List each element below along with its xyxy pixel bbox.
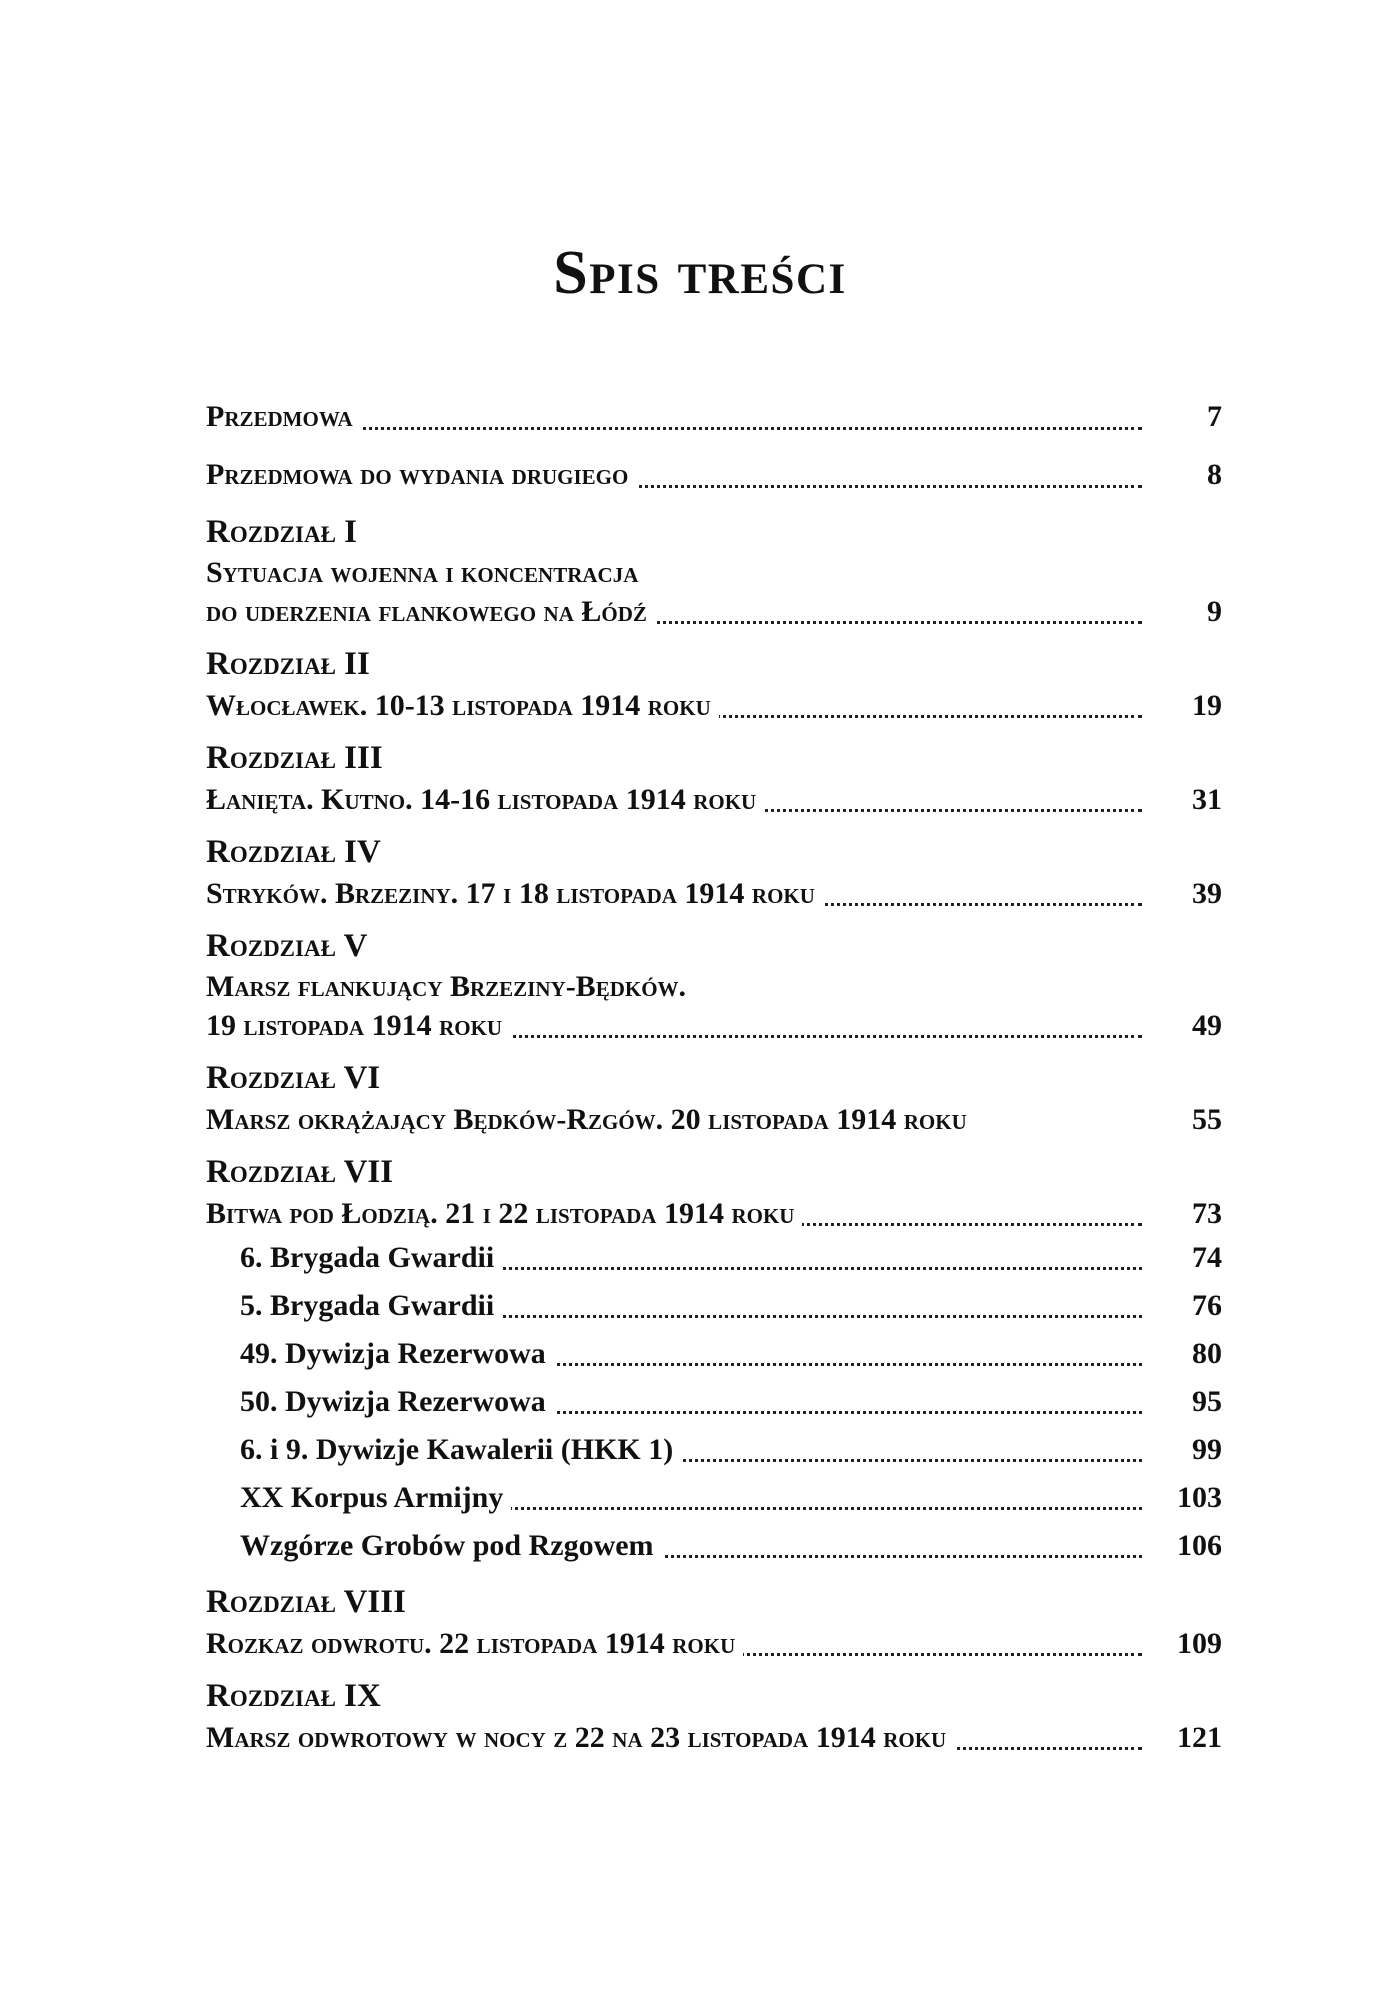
toc-entry-chapter-2[interactable] — [206, 686, 1222, 726]
toc-entry-chapter-9[interactable] — [206, 1718, 1222, 1758]
chapter-heading: Rozdział VIII — [206, 1584, 406, 1620]
chapter-heading: Rozdział V — [206, 928, 368, 964]
toc-entry-chapter-5[interactable] — [206, 1006, 1222, 1046]
entry-label: 50. Dywizja Rezerwowa — [240, 1385, 554, 1418]
chapter-heading: Rozdział VI — [206, 1060, 381, 1096]
entry-label: Marsz okrążający Będków-Rzgów. 20 listopada 1914 roku — [206, 1103, 975, 1136]
toc-entry-chapter-1[interactable] — [206, 592, 1222, 632]
page-number: 109 — [1152, 1624, 1222, 1664]
chapter-title-line: Marsz flankujący Brzeziny-Będków. — [206, 970, 687, 1003]
entry-label: Marsz odwrotowy w nocy z 22 na 23 listopada 1914 roku — [206, 1721, 954, 1754]
chapter-heading: Rozdział IX — [206, 1678, 381, 1714]
page-number: 74 — [1152, 1234, 1222, 1282]
toc-entry-chapter-3[interactable] — [206, 780, 1222, 820]
page-number: 76 — [1152, 1282, 1222, 1330]
toc-entry-chapter-4[interactable] — [206, 874, 1222, 914]
page-number: 8 — [1152, 450, 1222, 500]
page-number: 106 — [1152, 1522, 1222, 1570]
page-number: 9 — [1152, 592, 1222, 632]
toc-subentry[interactable] — [206, 1426, 1222, 1474]
entry-label: Stryków. Brzeziny. 17 i 18 listopada 1914 roku — [206, 877, 823, 910]
page-number: 7 — [1152, 392, 1222, 442]
chapter-heading: Rozdział I — [206, 514, 358, 550]
toc-subentry[interactable] — [206, 1282, 1222, 1330]
entry-label: Przedmowa do wydania drugiego — [206, 458, 636, 491]
toc-subentry[interactable] — [206, 1330, 1222, 1378]
toc-subentry[interactable] — [206, 1378, 1222, 1426]
page-number: 55 — [1152, 1100, 1222, 1140]
page-number: 39 — [1152, 874, 1222, 914]
table-of-contents — [206, 392, 1222, 1758]
entry-label: Wzgórze Grobów pod Rzgowem — [240, 1529, 662, 1562]
page-number: 49 — [1152, 1006, 1222, 1046]
toc-subentry[interactable] — [206, 1522, 1222, 1570]
chapter-heading: Rozdział II — [206, 646, 370, 682]
page-number: 95 — [1152, 1378, 1222, 1426]
entry-label: Bitwa pod Łodzią. 21 i 22 listopada 1914 roku — [206, 1197, 802, 1230]
page-number: 73 — [1152, 1194, 1222, 1234]
chapter-title-line: Sytuacja wojenna i koncentracja — [206, 556, 639, 589]
entry-label: 5. Brygada Gwardii — [240, 1289, 502, 1322]
page-number: 80 — [1152, 1330, 1222, 1378]
toc-entry-chapter-6[interactable] — [206, 1100, 1222, 1140]
entry-label: Włocławek. 10-13 listopada 1914 roku — [206, 689, 719, 722]
page-title: Spis treści — [553, 239, 847, 307]
entry-label: 19 listopada 1914 roku — [206, 1009, 510, 1042]
entry-label: 49. Dywizja Rezerwowa — [240, 1337, 554, 1370]
page-number: 19 — [1152, 686, 1222, 726]
entry-label: Łanięta. Kutno. 14-16 listopada 1914 roku — [206, 783, 764, 816]
toc-entry-przedmowa-drugie[interactable] — [206, 450, 1222, 500]
toc-entry-przedmowa[interactable] — [206, 392, 1222, 442]
chapter-heading: Rozdział III — [206, 740, 383, 776]
toc-entry-chapter-7[interactable] — [206, 1194, 1222, 1234]
toc-subentry[interactable] — [206, 1234, 1222, 1282]
chapter-heading: Rozdział IV — [206, 834, 381, 870]
entry-label: Rozkaz odwrotu. 22 listopada 1914 roku — [206, 1627, 743, 1660]
entry-label: do uderzenia flankowego na Łódź — [206, 595, 655, 628]
chapter-heading: Rozdział VII — [206, 1154, 394, 1190]
entry-label: Przedmowa — [206, 400, 361, 433]
toc-subentry[interactable] — [206, 1474, 1222, 1522]
page-number: 121 — [1152, 1718, 1222, 1758]
page-number: 103 — [1152, 1474, 1222, 1522]
page-number: 31 — [1152, 780, 1222, 820]
entry-label: 6. Brygada Gwardii — [240, 1241, 502, 1274]
page-number: 99 — [1152, 1426, 1222, 1474]
entry-label: 6. i 9. Dywizje Kawalerii (HKK 1) — [240, 1433, 681, 1466]
toc-entry-chapter-8[interactable] — [206, 1624, 1222, 1664]
entry-label: XX Korpus Armijny — [240, 1481, 511, 1514]
